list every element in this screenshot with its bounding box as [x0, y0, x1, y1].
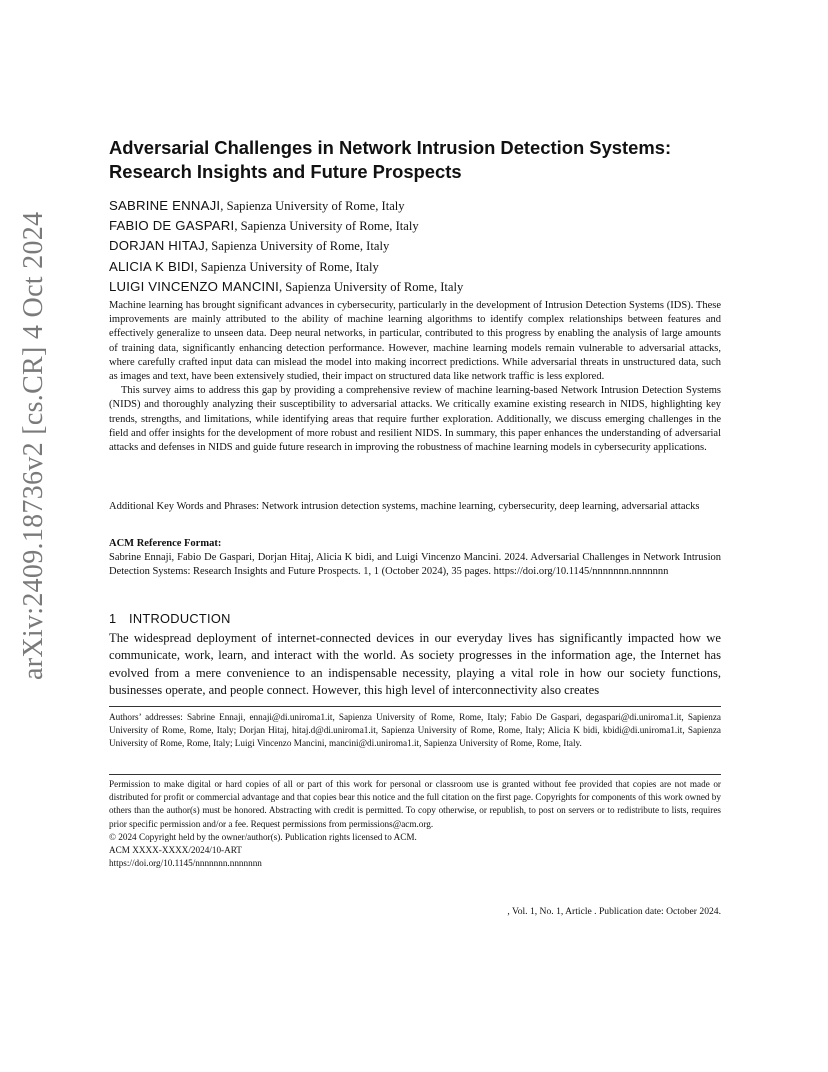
footnote-divider	[109, 706, 721, 707]
author-affiliation: , Sapienza University of Rome, Italy	[220, 199, 405, 213]
copyright-line: © 2024 Copyright held by the owner/author(s). Publication rights licensed to ACM.	[109, 831, 417, 842]
author-addresses-footnote: Authors’ addresses: Sabrine Ennaji, ennaji@di.uniroma1.it, Sapienza University of Rome, Rome, Italy; Fabio De Gaspari, degaspari@di.uniroma1.it, Sapienza University of Rome, Rome, Italy; Dorjan Hitaj, hitaj.d@di.uniroma1.it, Sapienza University of Rome, Rome, Italy; Alicia K bidi, kbidi@di.uniroma1.it, Sapienza University of Rome, Rome, Italy; Luigi Vincenzo Mancini, mancini@di.uniroma1.it, Sapienza University of Rome, Rome, Italy.	[109, 712, 721, 749]
author-name: LUIGI VINCENZO MANCINI	[109, 278, 279, 294]
acm-reference	[109, 537, 721, 580]
title-line-2: Research Insights and Future Prospects	[109, 161, 462, 182]
keywords: Additional Key Words and Phrases: Network intrusion detection systems, machine learning, cybersecurity, deep learning, adversarial attacks	[109, 501, 700, 512]
acm-reference-heading: ACM Reference Format:	[109, 538, 222, 549]
author-affiliation: , Sapienza University of Rome, Italy	[204, 239, 390, 254]
author-name: DORJAN HITAJ	[109, 238, 205, 254]
page-footer: , Vol. 1, No. 1, Article . Publication date: October 2024.	[507, 906, 721, 917]
section-number: 1	[109, 611, 117, 626]
author-entry	[109, 216, 721, 236]
author-list	[109, 196, 721, 297]
author-affiliation: , Sapienza University of Rome, Italy	[234, 219, 419, 234]
author-entry	[109, 196, 721, 216]
paper-title	[109, 136, 721, 184]
acm-reference-text: Sabrine Ennaji, Fabio De Gaspari, Dorjan Hitaj, Alicia K bidi, and Luigi Vincenzo Mancini. 2024. Adversarial Challenges in Network Intrusion Detection Systems: Research Insights and Future Prospects. 1, 1 (October 2024), 35 pages. https://doi.org/10.1145/nnnnnnn.nnnnnnn	[109, 552, 721, 578]
introduction-text: The widespread deployment of internet-connected devices in our everyday lives has significantly impacted how we communicate, work, learn, and interact with the world. As society progresses in the information age, the Internet has evolved from a mere convenience to an indispensable necessity, playing a vital role in how our society functions, businesses operate, and people connect. However, this high level of interconnectivity also creates	[109, 631, 721, 698]
abstract-paragraph-2: This survey aims to address this gap by providing a comprehensive review of machine learning-based Network Intrusion Detection Systems (NIDS) and thoroughly analyzing their susceptibility to adversarial attacks. We critically examine existing research in NIDS, highlighting key trends, strengths, and limitations, while identifying areas that require further exploration. Additionally, we discuss emerging challenges in the field and offer insights for the development of more robust and resilient NIDS. In summary, this paper enhances the understanding of adversarial attacks and defenses in NIDS and guide future research in improving the robustness of machine learning models in cybersecurity applications.	[109, 385, 721, 454]
author-affiliation: , Sapienza University of Rome, Italy	[194, 259, 379, 274]
author-entry	[109, 277, 721, 297]
doi-line: https://doi.org/10.1145/nnnnnnn.nnnnnnn	[109, 858, 262, 869]
section-title: INTRODUCTION	[129, 611, 231, 626]
author-affiliation: , Sapienza University of Rome, Italy	[279, 279, 464, 294]
issn-line: ACM XXXX-XXXX/2024/10-ART	[109, 845, 242, 856]
permission-text: Permission to make digital or hard copies of all or part of this work for personal or classroom use is granted without fee provided that copies are not made or distributed for profit or commercial advantage and that copies bear this notice and the full citation on the first page. Copyrights for components of this work owned by others than the author(s) must be honored. Abstracting with credit is permitted. To copy otherwise, or republish, to post on servers or to redistribute to lists, requires prior specific permission and/or a fee. Request permissions from permissions@acm.org.	[109, 779, 721, 829]
arxiv-identifier: arXiv:2409.18736v2 [cs.CR] 4 Oct 2024	[18, 211, 49, 680]
permission-divider	[109, 774, 721, 775]
author-name: FABIO DE GASPARI	[109, 218, 235, 234]
author-entry	[109, 257, 721, 277]
author-entry	[109, 236, 721, 256]
section-heading-introduction	[109, 611, 721, 626]
abstract-paragraph-1: Machine learning has brought significant advances in cybersecurity, particularly in the development of Intrusion Detection Systems (IDS). These improvements are mainly attributed to the ability of machine learning algorithms to identify complex relationships between features and effectively generalize to unseen data. Deep neural networks, in particular, contributed to this progress by enabling the analysis of large amounts of training data, significantly enhancing detection performance. However, machine learning models remain vulnerable to adversarial attacks, where carefully crafted input data can mislead the model into making incorrect predictions. While adversarial threats in unstructured data, such as images and text, have been extensively studied, their impact on structured data like network traffic is less explored.	[109, 300, 721, 383]
permissions-notice	[109, 778, 721, 870]
author-name: ALICIA K BIDI	[109, 258, 195, 274]
abstract	[109, 299, 721, 455]
title-line-1: Adversarial Challenges in Network Intrusion Detection Systems:	[109, 137, 672, 158]
author-name: SABRINE ENNAJI	[109, 198, 221, 213]
